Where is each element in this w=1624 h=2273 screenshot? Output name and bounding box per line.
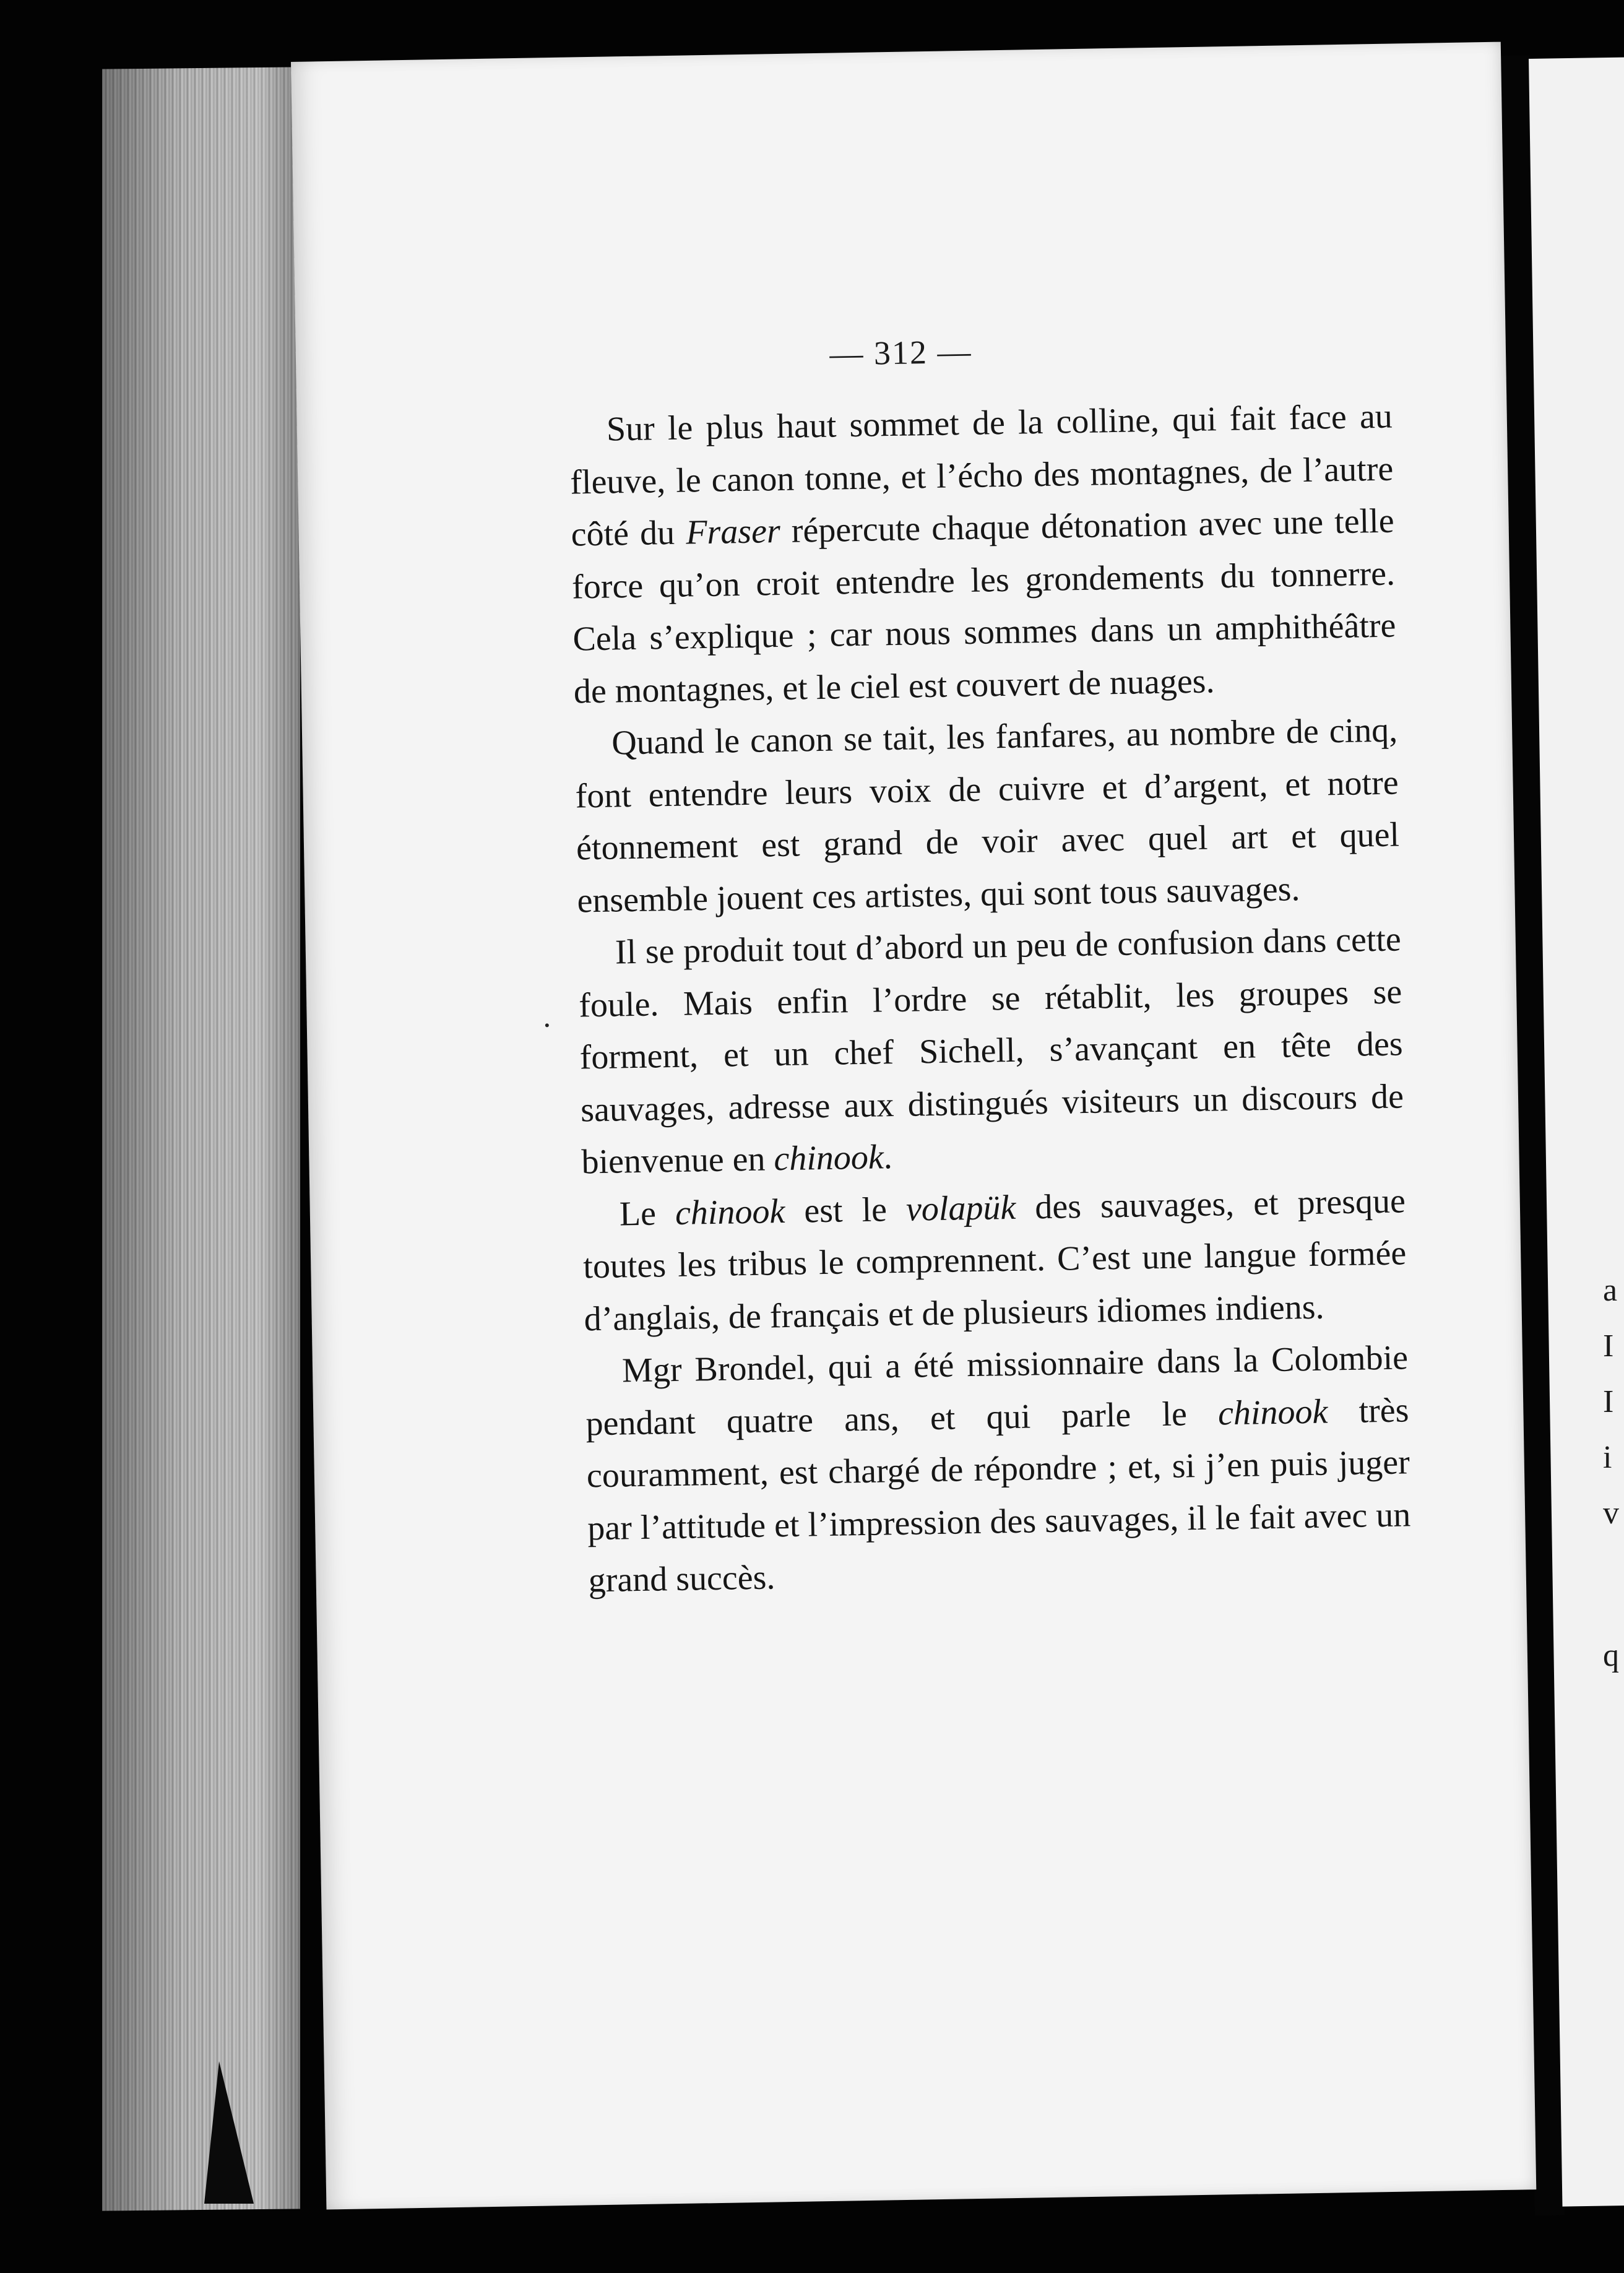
paragraph-3-text-after: . [883, 1138, 893, 1177]
paragraph-4-text-3: des sauvages, et presque toutes les tribus le comprennent. C’est une langue formée d’anglais, de français et de plusieurs idiomes indiens. [582, 1181, 1407, 1338]
facing-fragment: I [1603, 1328, 1614, 1364]
paragraph-4-text-2: est le [784, 1190, 907, 1231]
page-number: — 312 — [829, 332, 972, 373]
body-text [569, 391, 1412, 1607]
book-page [291, 42, 1536, 2210]
paragraph-4-italic-2: volapük [905, 1188, 1016, 1229]
facing-fragment: I [1603, 1384, 1614, 1419]
paragraph-5-text-2: très couramment, est chargé de répondre ; et, si j’en puis juger par l’attitude et l’impression des sauvages, il le fait avec un grand succès. [586, 1390, 1411, 1600]
book-edge-shadow [102, 67, 300, 2210]
paragraph-4-italic-1: chinook [675, 1192, 785, 1232]
facing-fragment: v [1603, 1496, 1619, 1531]
paragraph-2-text: Quand le canon se tait, les fanfares, au nombre de cinq, font entendre leurs voix de cuivre et d’argent, et notre étonnement est grand de voir avec quel art et quel ensemble jouent ces artistes, qui sont tous sauvages. [575, 711, 1400, 920]
paragraph-5-italic-1: chinook [1217, 1392, 1328, 1432]
paragraph-1-italic: Fraser [685, 511, 781, 552]
paragraph-1 [569, 391, 1397, 718]
speck-mark [545, 1023, 549, 1027]
paragraph-5 [584, 1331, 1412, 1606]
paragraph-3-italic: chinook [773, 1138, 884, 1179]
paragraph-1-text: Sur le plus haut sommet de la colline, qui fait face au fleuve, le canon tonne, et l’écho des montagnes, de l’autre côté du [569, 397, 1394, 554]
paragraph-4-text-1: Le [619, 1193, 676, 1233]
facing-fragment: i [1603, 1440, 1612, 1475]
facing-page-text-fragments [1603, 1263, 1624, 1684]
facing-fragment: a [1603, 1273, 1618, 1308]
paragraph-3-text: Il se produit tout d’abord un peu de confusion dans cette foule. Mais enfin l’ordre se rétablit, les groupes se forment, et un chef Sichell, s’avançant en tête des sauvages, adresse aux distingués visiteurs un discours de bienvenue en [578, 920, 1404, 1182]
paragraph-4 [582, 1175, 1407, 1346]
facing-fragment: q [1603, 1638, 1619, 1673]
paragraph-2 [574, 704, 1401, 927]
paragraph-1-text-after: répercute chaque détonation avec une telle force qu’on croit entendre les grondements du tonnerre. Cela s’explique ; car nous sommes dans un amphithéâtre de montagnes, et le ciel est couvert de nuages. [571, 501, 1396, 711]
paragraph-3 [577, 913, 1405, 1188]
paragraph-5-text-1: Mgr Brondel, qui a été missionnaire dans la Colombie pendant quatre ans, et qui parle le [585, 1338, 1409, 1443]
